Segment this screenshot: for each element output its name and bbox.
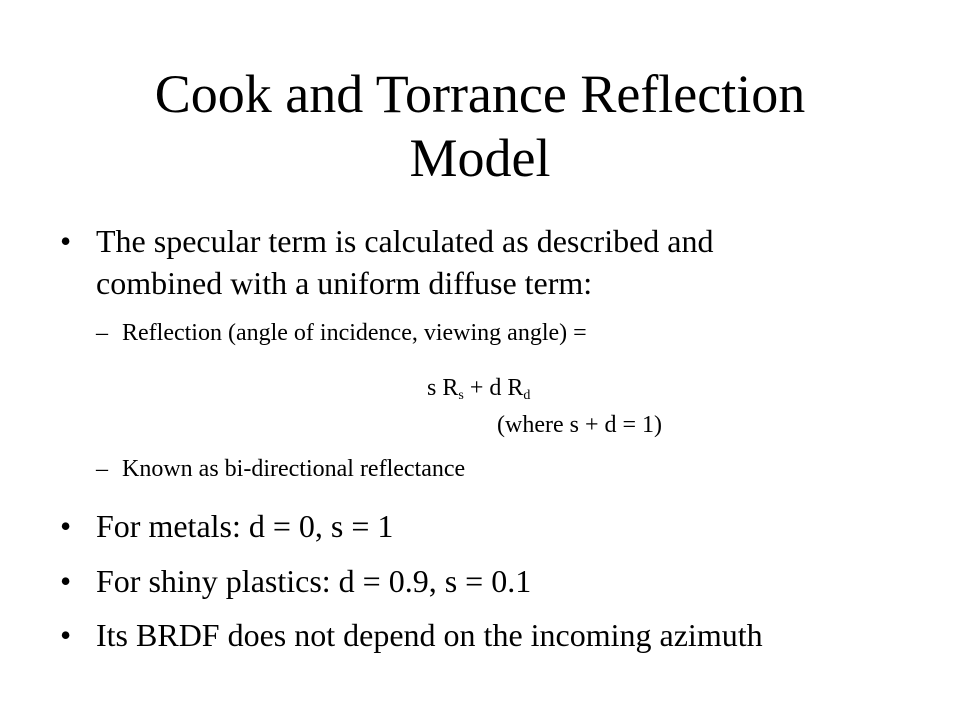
subbullet-symbol: – [96, 320, 108, 346]
bullet-symbol: • [60, 563, 72, 599]
equation-constraint: (where s + d = 1) [497, 412, 663, 438]
equation-formula [427, 373, 530, 403]
equation-d-term: + d R [463, 375, 524, 401]
bullet-text: For metals: d = 0, s = 1 [96, 508, 394, 544]
bullet-symbol: • [60, 508, 72, 544]
equation-s-subscript: s [458, 388, 464, 403]
bullet-symbol: • [60, 223, 72, 259]
slide-title [0, 62, 960, 190]
bullet-symbol: • [60, 617, 72, 653]
title-line-2: Model [409, 128, 551, 188]
equation-s-term: s R [427, 375, 459, 401]
title-line-1: Cook and Torrance Reflection [154, 64, 806, 124]
subbullet-text: Reflection (angle of incidence, viewing angle) = [122, 320, 587, 346]
bullet-text: Its BRDF does not depend on the incoming azimuth [96, 617, 763, 653]
subbullet-text: Known as bi-directional reflectance [122, 456, 466, 482]
bullet-text-line-1: The specular term is calculated as described and [96, 223, 714, 259]
subbullet-symbol: – [96, 456, 108, 482]
bullet-text: For shiny plastics: d = 0.9, s = 0.1 [96, 563, 532, 599]
bullet-text-line-2: combined with a uniform diffuse term: [96, 265, 593, 301]
equation-d-subscript: d [523, 388, 531, 403]
